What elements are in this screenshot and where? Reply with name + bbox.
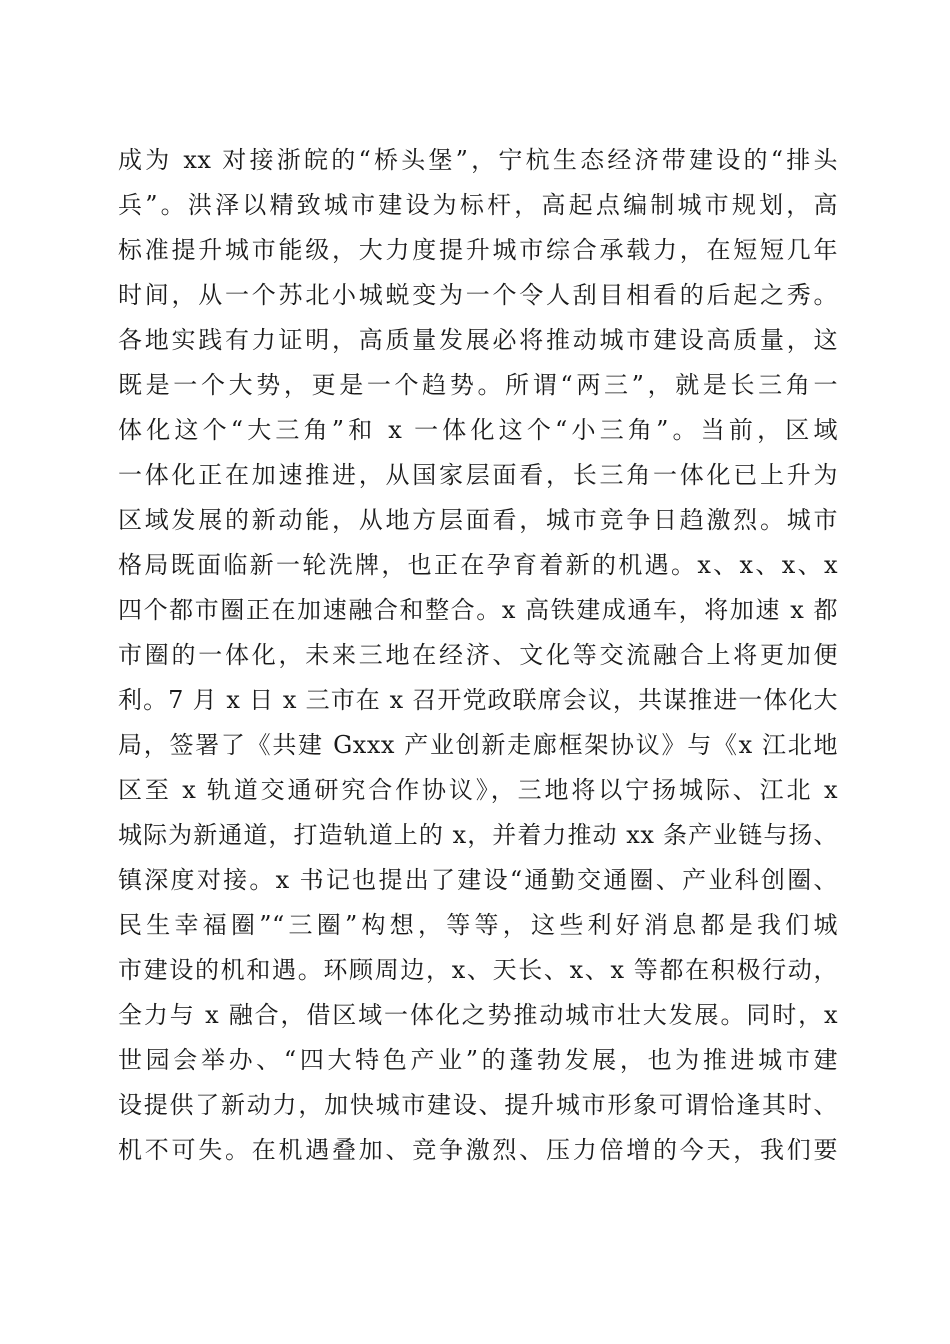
text-line: 各地实践有力证明，高质量发展必将推动城市建设高质量，这 (118, 326, 838, 354)
text-line: 格局既面临新一轮洗牌，也正在孕育着新的机遇。x、x、x、x (118, 551, 838, 579)
text-line: 设提供了新动力，加快城市建设、提升城市形象可谓恰逢其时、 (118, 1091, 838, 1119)
text-line: 世园会举办、“四大特色产业”的蓬勃发展，也为推进城市建 (118, 1046, 838, 1074)
body-paragraph (118, 138, 838, 1173)
text-line: 既是一个大势，更是一个趋势。所谓“两三”，就是长三角一 (118, 371, 838, 399)
text-line: 一体化正在加速推进，从国家层面看，长三角一体化已上升为 (118, 461, 838, 489)
text-line: 时间，从一个苏北小城蜕变为一个令人刮目相看的后起之秀。 (118, 281, 838, 309)
text-line: 利。7 月 x 日 x 三市在 x 召开党政联席会议，共谋推进一体化大 (118, 686, 838, 714)
text-line: 区至 x 轨道交通研究合作协议》，三地将以宁扬城际、江北 x (118, 776, 838, 804)
text-line: 民生幸福圈”“三圈”构想，等等，这些利好消息都是我们城 (118, 911, 838, 939)
text-line: 四个都市圈正在加速融合和整合。x 高铁建成通车，将加速 x 都 (118, 596, 838, 624)
text-line: 区域发展的新动能，从地方层面看，城市竞争日趋激烈。城市 (118, 506, 838, 534)
text-line: 镇深度对接。x 书记也提出了建设“通勤交通圈、产业科创圈、 (118, 866, 838, 894)
text-line: 全力与 x 融合，借区域一体化之势推动城市壮大发展。同时，x (118, 1001, 838, 1029)
text-line: 机不可失。在机遇叠加、竞争激烈、压力倍增的今天，我们要 (118, 1136, 838, 1164)
text-line: 市圈的一体化，未来三地在经济、文化等交流融合上将更加便 (118, 641, 838, 669)
text-line: 体化这个“大三角”和 x 一体化这个“小三角”。当前，区域 (118, 416, 838, 444)
text-line: 成为 xx 对接浙皖的“桥头堡”，宁杭生态经济带建设的“排头 (118, 146, 838, 174)
text-line: 兵”。洪泽以精致城市建设为标杆，高起点编制城市规划，高 (118, 191, 838, 219)
text-line: 市建设的机和遇。环顾周边，x、天长、x、x 等都在积极行动， (118, 956, 838, 984)
text-line: 局，签署了《共建 Gxxx 产业创新走廊框架协议》与《x 江北地 (118, 731, 838, 759)
text-line: 城际为新通道，打造轨道上的 x，并着力推动 xx 条产业链与扬、 (118, 821, 838, 849)
text-line: 标准提升城市能级，大力度提升城市综合承载力，在短短几年 (118, 236, 838, 264)
